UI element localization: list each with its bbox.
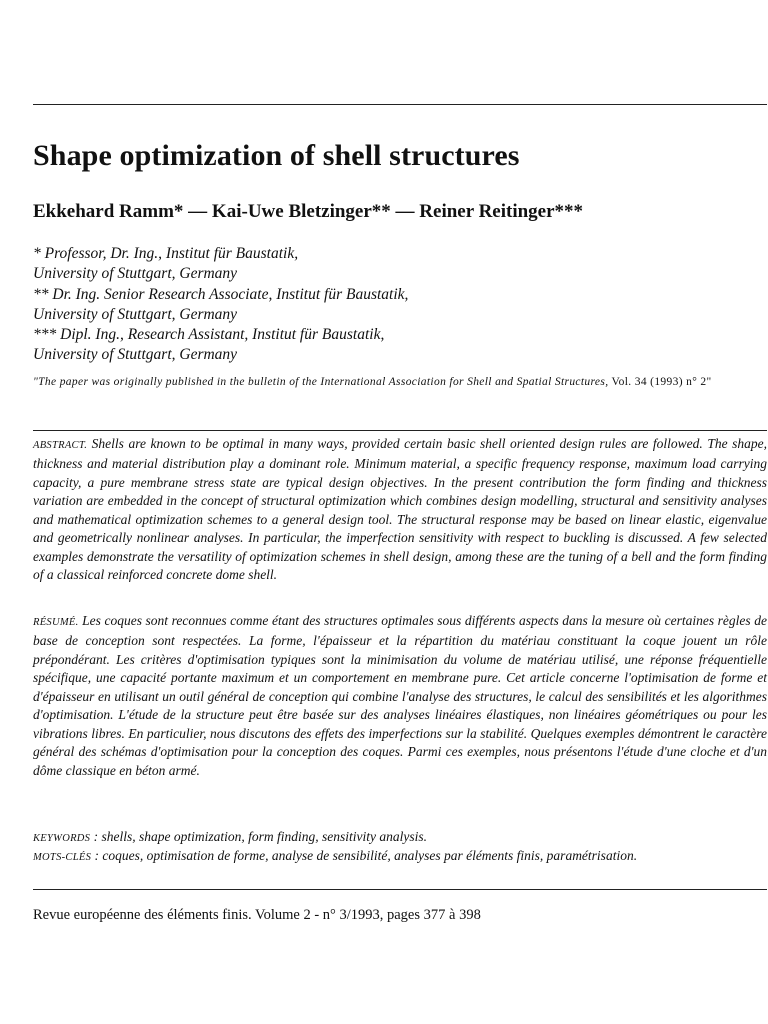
publication-note-italic: "The paper was originally published in the bulletin of the International Association for Shell and Spatial Structures, bbox=[33, 376, 609, 388]
mots-cles-label: MOTS-CLÉS bbox=[33, 852, 92, 863]
affiliation-line: University of Stuttgart, Germany bbox=[33, 265, 238, 283]
publication-note bbox=[33, 374, 767, 391]
abstract-label: ABSTRACT. bbox=[33, 440, 88, 451]
publication-note-volume: Vol. 34 (1993) n° 2" bbox=[608, 376, 712, 388]
affiliation-line: University of Stuttgart, Germany bbox=[33, 346, 238, 364]
abstract-text: Shells are known to be optimal in many ways, provided certain basic shell oriented design rules are followed. The shape, thickness and material distribution play a dominant role. Minimum material, a specific frequency response, maximum load carrying capacity, a pure membrane stress state are typical design objectives. In the present contribution the form finding and thickness variation are embedded in the concept of structural optimization which combines design modelling, structural and sensitivity analyses and mathematical optimization schemes to a general design tool. The structural response may be based on linear elastic, eigenvalue and geometrically nonlinear analyses. In particular, the imperfection sensitivity with respect to buckling is discussed. A few selected examples demonstrate the versatility of optimization schemes in shell design, among these are the tuning of a bell and the form finding of a classical reinforced concrete dome shell. bbox=[33, 436, 767, 583]
abstract-paragraph bbox=[33, 435, 767, 585]
mots-cles-line bbox=[33, 847, 767, 867]
affiliation-line: * Professor, Dr. Ing., Institut für Baustatik, bbox=[33, 245, 299, 262]
keywords-text: : shells, shape optimization, form finding, sensitivity analysis. bbox=[90, 829, 427, 844]
resume-paragraph bbox=[33, 612, 767, 780]
affiliation-line: University of Stuttgart, Germany bbox=[33, 305, 238, 323]
resume-label: RÉSUMÉ. bbox=[33, 617, 79, 628]
author-line: Ekkehard Ramm* — Kai-Uwe Bletzinger** — Reiner Reitinger*** bbox=[33, 201, 584, 222]
resume-text: Les coques sont reconnues comme étant des structures optimales sous différents aspects dans la mesure où certaines règles de base de conception sont respectées. La forme, l'épaisseur et la répartition du matériau constituant la coque jouent un rôle prépondérant. Les critères d'optimisation typiques sont la minimisation du volume de matériau utilisé, une réponse fréquentielle spécifique, une capacité portante maximum et un comportement en membrane pure. Cet article concerne l'optimisation de forme et d'épaisseur en utilisant un outil général de conception qui combine l'analyse des structures, le calcul des sensibilités et les algorithmes d'optimisation. L'étude de la structure peut être basée sur des analyses linéaires élastiques, non linéaires géométriques ou pour les vibrations libres. En particulier, nous discutons des effets des imperfections sur la stabilité. Quelques exemples démontrent le caractère général des schémas d'optimisation pour la conception des coques. Parmi ces exemples, nous présentons l'étude d'une cloche et d'un dôme classique en béton armé. bbox=[33, 613, 767, 778]
top-rule bbox=[33, 104, 767, 105]
mots-cles-text: : coques, optimisation de forme, analyse de sensibilité, analyses par éléments finis, paramétrisation. bbox=[91, 848, 638, 863]
journal-citation: Revue européenne des éléments finis. Volume 2 - n° 3/1993, pages 377 à 398 bbox=[33, 907, 481, 923]
keywords-label: KEYWORDS bbox=[33, 833, 91, 844]
affiliation-line: ** Dr. Ing. Senior Research Associate, Institut für Baustatik, bbox=[33, 285, 409, 303]
keywords-line bbox=[33, 828, 767, 848]
affiliation-line: *** Dipl. Ing., Research Assistant, Institut für Baustatik, bbox=[33, 326, 385, 344]
paper-title: Shape optimization of shell structures bbox=[33, 139, 520, 172]
abstract-top-rule bbox=[33, 430, 767, 431]
affiliations bbox=[33, 244, 408, 366]
footer-rule bbox=[33, 889, 767, 890]
